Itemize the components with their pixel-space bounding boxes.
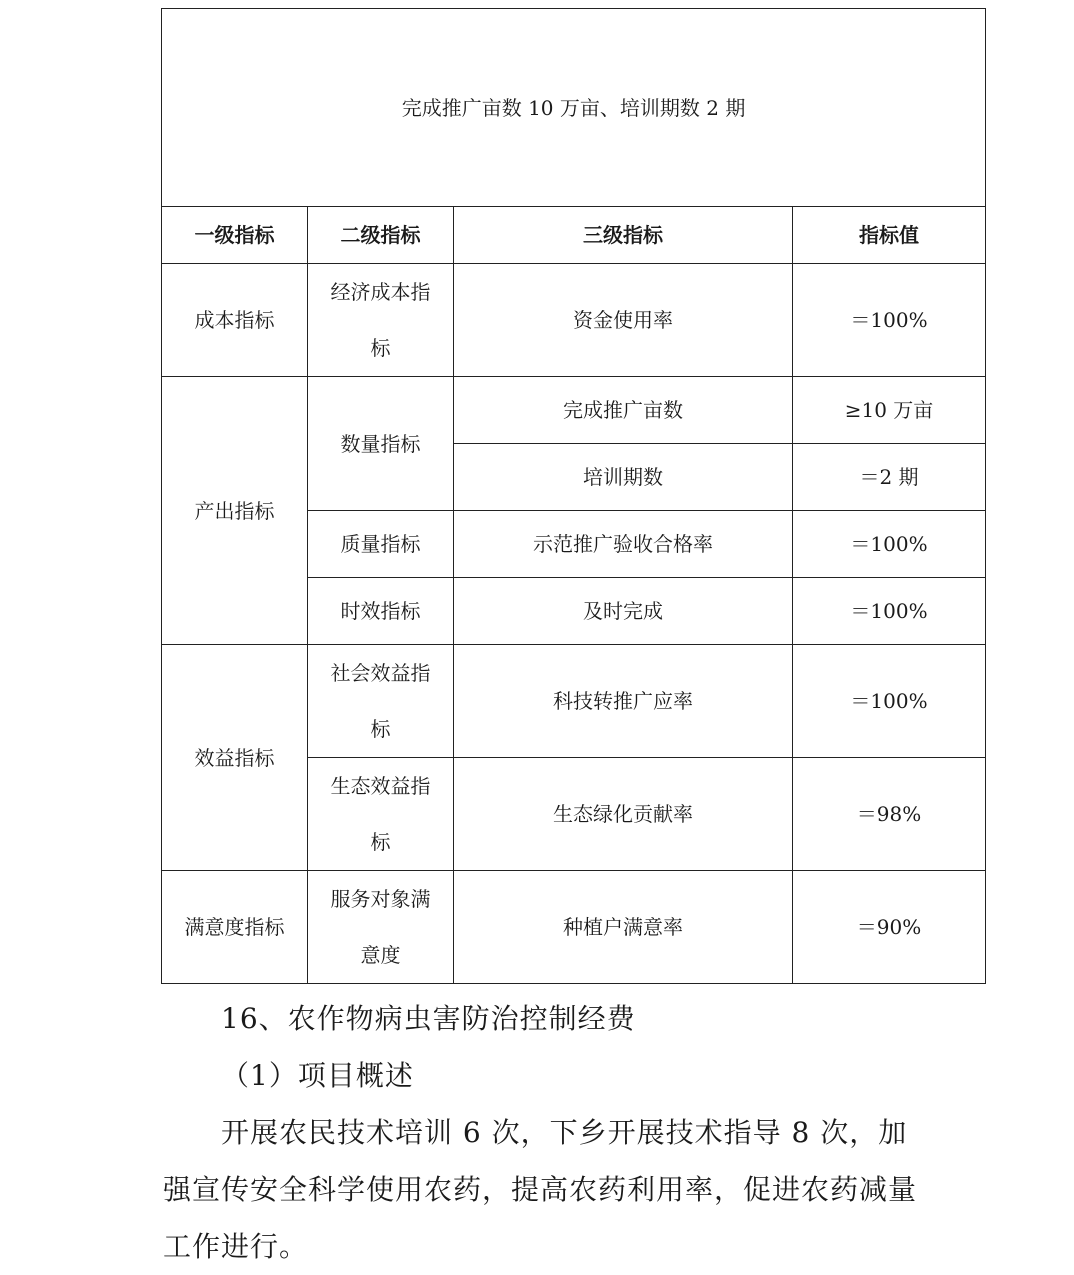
satisfaction-level2: 服务对象满意度 xyxy=(308,871,454,984)
quantity-level2: 数量指标 xyxy=(308,377,454,511)
social-level2: 社会效益指标 xyxy=(308,645,454,758)
cost-level3: 资金使用率 xyxy=(454,264,793,377)
header-level3: 三级指标 xyxy=(454,207,793,264)
cost-level2: 经济成本指标 xyxy=(308,264,454,377)
performance-indicator-table xyxy=(161,8,986,984)
satisfaction-level1: 满意度指标 xyxy=(162,871,308,984)
quantity-area-value: ≥10 万亩 xyxy=(793,377,986,444)
satisfaction-level3: 种植户满意率 xyxy=(454,871,793,984)
social-level3: 科技转推广应率 xyxy=(454,645,793,758)
section-body: 开展农民技术培训 6 次，下乡开展技术指导 8 次，加强宣传安全科学使用农药，提高农药利用率，促进农药减量工作进行。 xyxy=(163,1116,918,1263)
cost-value: ＝100% xyxy=(793,264,986,377)
cost-level1: 成本指标 xyxy=(162,264,308,377)
quantity-training-level3: 培训期数 xyxy=(454,444,793,511)
header-level2: 二级指标 xyxy=(308,207,454,264)
header-value: 指标值 xyxy=(793,207,986,264)
quality-value: ＝100% xyxy=(793,511,986,578)
output-level1: 产出指标 xyxy=(162,377,308,645)
ecological-value: ＝98% xyxy=(793,758,986,871)
timeliness-level2: 时效指标 xyxy=(308,578,454,645)
social-value: ＝100% xyxy=(793,645,986,758)
quality-level2: 质量指标 xyxy=(308,511,454,578)
goal-cell: 完成推广亩数 10 万亩、培训期数 2 期 xyxy=(162,9,986,207)
quality-level3: 示范推广验收合格率 xyxy=(454,511,793,578)
ecological-level3: 生态绿化贡献率 xyxy=(454,758,793,871)
ecological-level2: 生态效益指标 xyxy=(308,758,454,871)
quantity-training-value: ＝2 期 xyxy=(793,444,986,511)
section-subheading: （1）项目概述 xyxy=(221,1059,414,1092)
timeliness-level3: 及时完成 xyxy=(454,578,793,645)
header-level1: 一级指标 xyxy=(162,207,308,264)
satisfaction-value: ＝90% xyxy=(793,871,986,984)
section-heading: 16、农作物病虫害防治控制经费 xyxy=(221,1002,636,1035)
benefit-level1: 效益指标 xyxy=(162,645,308,871)
timeliness-value: ＝100% xyxy=(793,578,986,645)
quantity-area-level3: 完成推广亩数 xyxy=(454,377,793,444)
